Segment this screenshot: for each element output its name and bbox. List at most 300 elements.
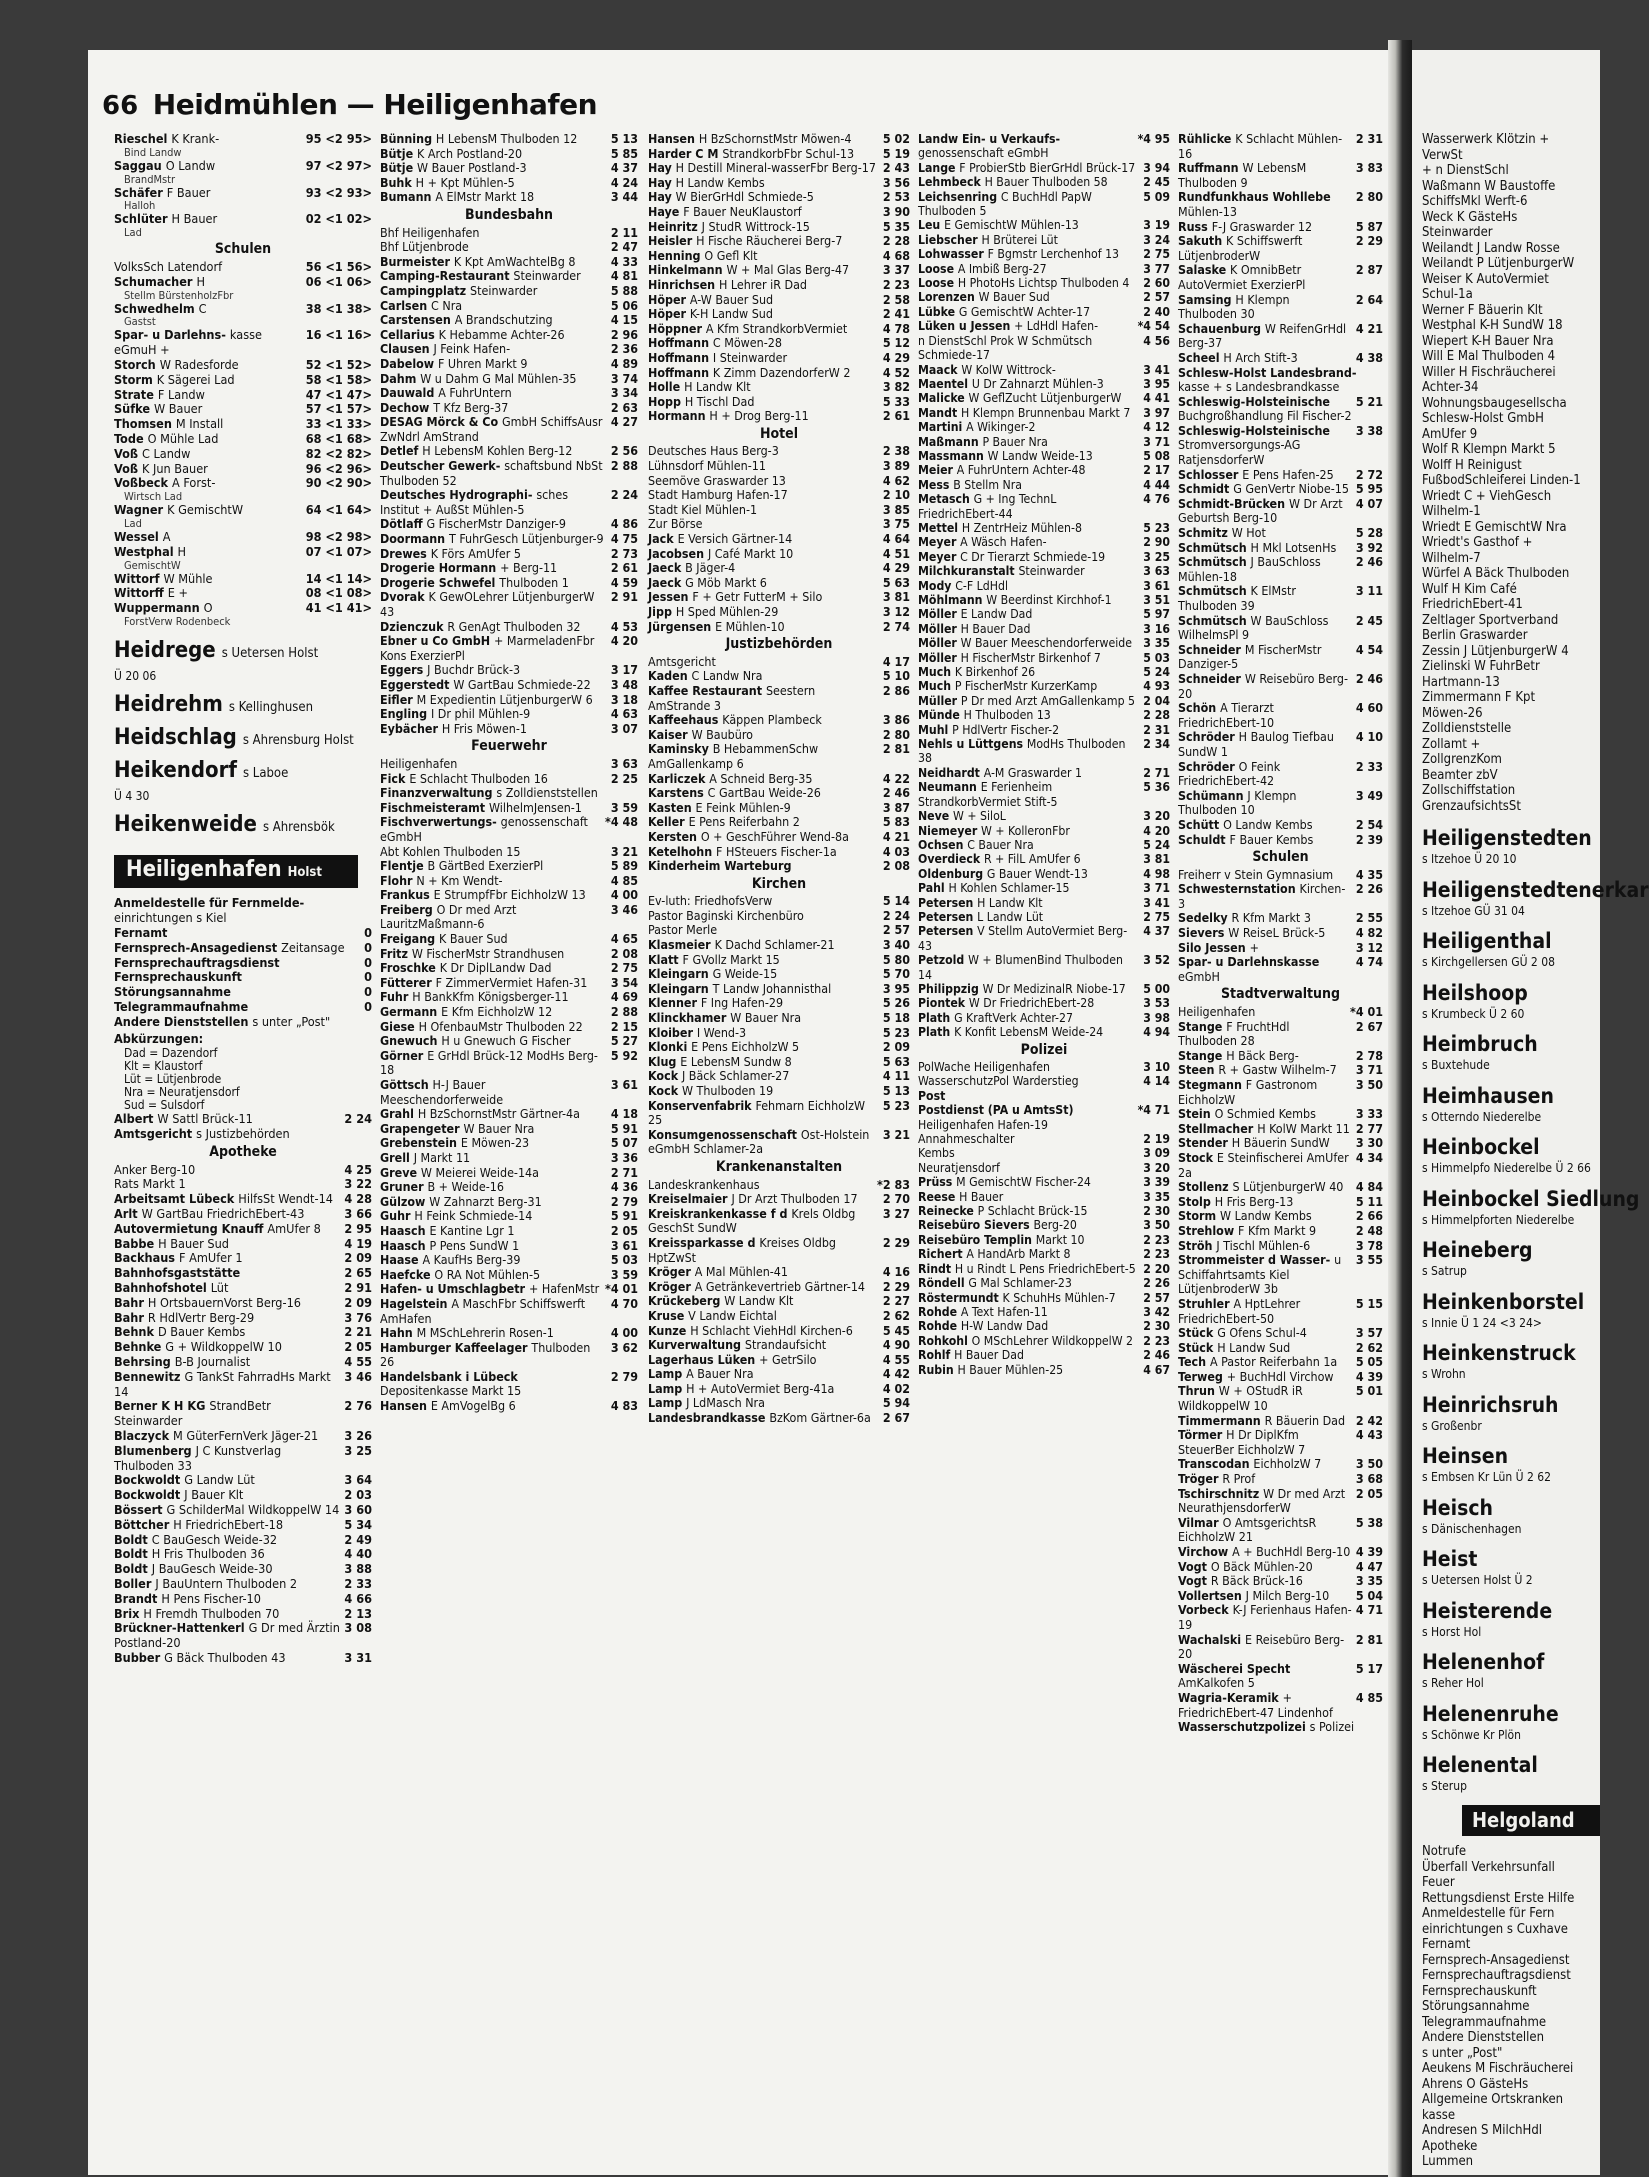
entry-line: SchiffsMkl Werft-6 [1422,194,1528,209]
entry-text [1178,293,1352,322]
directory-entry [1178,1633,1383,1662]
directory-entry [380,722,638,737]
entry-detail: Rats Markt 1 [114,1176,186,1192]
directory-entry [1178,760,1383,789]
entry-name: Müller [918,693,961,708]
entry-name: Autovermietung Knauff [114,1220,268,1236]
entry-detail: B Jäger-4 [685,560,736,576]
entry-text [648,1396,879,1411]
entry-text [648,1265,879,1280]
entry-name: Brandt [114,1590,162,1606]
entry-phone: 4 27 [610,414,638,430]
entry-detail: Steinwarder [1018,564,1085,579]
entry-phone: 3 75 [882,516,910,532]
town-name: Heimhausen [1422,1083,1554,1108]
entry-phone: 4 29 [882,349,910,365]
directory-entry [918,737,1170,766]
entry-detail: Fehmarn EichholzW 25 [648,1097,865,1128]
entry-text [380,590,607,619]
entry-detail: J Tischl Mühlen-6 [1216,1237,1311,1253]
town-name: Heiligenthal [1422,929,1552,953]
directory-entry [918,1060,1170,1074]
entry-name: Freiberg [380,901,437,917]
entry-detail: O Mühle Lad [147,430,219,446]
entry-text [114,476,302,491]
entry-name: Schütt [1178,816,1224,832]
entry-line: Weilandt J Landw Rosse [1422,240,1560,256]
entry-text [918,233,1139,247]
section-heading: Krankenanstalten [715,1158,843,1175]
entry-detail: VolksSch Latendorf [114,258,223,274]
entry-detail: H Brüterei Lüt [981,232,1058,247]
entry-name: Dahm [380,370,421,386]
entry-name: Scheel [1178,349,1224,365]
entry-detail: A Wikinger-2 [966,420,1036,435]
entry-text [918,1011,1139,1025]
entry-text [918,1074,1139,1088]
entry-name: Liebscher [918,232,982,247]
directory-entry [114,1112,372,1127]
entry-phone: 2 09 [882,1039,910,1055]
entry-text [380,147,607,162]
entry-name: Neidhardt [918,765,984,780]
directory-entry [918,679,1170,693]
entry-name: Buhk [380,174,416,190]
entry-name: Post [918,1088,946,1103]
entry-text [114,956,360,971]
entry-line: Allgemeine Ortskranken [1422,2092,1564,2107]
entry-phone: 2 08 [610,945,638,961]
entry-phone: 5 15 [1355,1295,1383,1311]
entry-text [918,665,1139,679]
entry-text [918,809,1139,823]
entry-detail: E Kfm EichholzW 12 [441,1004,553,1020]
entry-line: Willer H Fischräucherei [1422,364,1556,380]
directory-entry [918,276,1170,290]
entry-phone: 3 55 [1355,1252,1383,1268]
entry-phone: 2 36 [610,341,638,357]
entry-detail: K OmnibBetr AutoVermiet ExerzierPl [1178,262,1306,292]
abbreviation: Sud = Sulsdorf [124,1098,205,1113]
entry-subline: Gastst [124,315,156,329]
entry-text [1178,366,1383,395]
entry-phone: 5 88 [610,282,638,298]
entry-detail: W Reisebüro Berg-20 [1178,670,1348,701]
entry-line: Wulf H Kim Café [1422,581,1517,597]
entry-name: Niemeyer [918,823,982,838]
directory-entry [918,838,1170,852]
entry-text [114,1325,340,1340]
directory-entry [648,307,910,322]
entry-name: Mess [918,477,954,492]
entry-name: Schauenburg [1178,320,1265,336]
directory-entry [918,953,1170,982]
entry-line: Notrufe [1422,1844,1467,1859]
directory-entry [114,530,372,545]
entry-text [648,1207,879,1236]
entry-text [648,953,879,968]
directory-entry [1178,1428,1383,1457]
entry-detail: genossenschaft eGmbH [380,814,588,844]
entry-name: Schäfer [114,184,167,200]
entry-detail: H Fremdh Thulboden 70 [143,1605,280,1621]
entry-phone: 0 [364,924,372,940]
entry-detail: J BauUntern Thulboden 2 [155,1575,298,1591]
entry-name: Schmütsch [1178,554,1251,570]
directory-entry [648,1367,910,1382]
entry-text [380,190,607,205]
entry-name: Holle [648,379,685,395]
entry-text [380,1166,607,1181]
entry-line: FußbodSchleiferei Linden-1 [1422,473,1581,488]
entry-detail: Depositenkasse Markt 15 [380,1383,522,1399]
entry-text [648,176,879,191]
entry-text [380,845,607,860]
entry-phone: 3 30 [1355,1135,1383,1151]
entry-text [1178,1603,1352,1632]
directory-entry [380,620,638,635]
entry-text [114,1503,340,1518]
directory-entry [1178,911,1383,926]
entry-name: Fernsprechauskunft [114,969,242,985]
entry-text [648,1353,879,1368]
entry-detail: J Feink Hafen- [433,341,511,357]
entry-line: Westphal K-H SundW 18 [1422,318,1563,333]
entry-text [380,415,607,444]
entry-phone: 3 59 [610,799,638,815]
entry-name: Hay [648,189,676,205]
entry-detail: K GemischtW [167,502,244,518]
town-name: Heisch [1422,1495,1493,1520]
entry-text [648,713,879,728]
directory-entry [1178,1224,1383,1239]
entry-phone: 2 67 [882,1410,910,1426]
directory-entry [1178,818,1383,833]
entry-text [648,742,879,771]
directory-entry [380,859,638,874]
entry-phone: 3 63 [1143,564,1170,579]
entry-phone: 4 71 [1355,1602,1383,1618]
entry-detail: J Bauer Klt [184,1487,244,1503]
entry-phone: 3 95 [882,980,910,996]
entry-phone: 4 38 [1355,349,1383,365]
entry-text [380,990,607,1005]
entry-detail: J Milch Berg-10 [1245,1587,1330,1603]
entry-phone: 16 <1 16> [305,327,372,343]
entry-phone: 3 34 [610,385,638,401]
entry-name: Hay [648,174,676,190]
entry-text [380,1049,607,1078]
entry-phone: 3 07 [610,720,638,736]
entry-phone: 2 38 [882,443,910,459]
section-heading: Schulen [1252,849,1309,866]
directory-entry [114,132,372,147]
entry-name: Thomsen [114,416,176,432]
entry-detail: A-M Graswarder 1 [983,765,1082,780]
directory-entry [918,593,1170,607]
entry-text [380,386,607,401]
directory-entry [114,1251,372,1266]
directory-entry [380,757,638,772]
entry-phone: 3 46 [344,1368,372,1384]
entry-detail: G Mal Schlamer-23 [968,1276,1072,1291]
directory-entry [648,1069,910,1084]
entry-text [1178,1195,1352,1210]
directory-entry [380,990,638,1005]
directory-entry [380,786,638,801]
directory-entry [114,388,372,403]
entry-name: Heinritz [648,218,702,234]
entry-name: Frankus [380,887,434,903]
entry-name: Salaske [1178,262,1231,278]
entry-detail: Kirchen-3 [1178,881,1346,911]
entry-text [1178,1297,1352,1326]
entry-phone: 2 64 [1355,291,1383,307]
directory-entry [918,1103,1170,1132]
entry-detail: O Landw Kembs [1223,816,1313,832]
entry-detail: W u Dahm G Mal Mühlen-35 [420,370,577,386]
entry-text [918,1262,1139,1276]
entry-phone: 5 36 [1143,780,1170,795]
section-heading: Bundesbahn [464,206,554,223]
entry-phone: 4 65 [610,931,638,947]
entry-phone: 5 19 [882,145,910,161]
entry-detail: G SchilderMal WildkoppelW 14 [166,1502,340,1517]
entry-phone: 2 65 [344,1265,372,1281]
entry-phone: 2 24 [610,487,638,503]
entry-name: Flentje [380,858,428,874]
entry-detail: H Landw Klt [977,895,1043,910]
entry-text [918,780,1139,809]
entry-name: Jacobsen [648,545,708,561]
entry-text [114,302,302,317]
entry-phone: 2 45 [1143,175,1170,190]
entry-name: Russ [1178,218,1212,234]
entry-phone: 3 18 [610,691,638,707]
entry-detail: H Tischl Dad [684,393,755,409]
entry-text [380,1005,607,1020]
entry-text [648,532,879,547]
entry-detail: + LdHdl Hafen- [1014,319,1099,334]
directory-entry [380,517,638,532]
directory-entry [114,956,372,971]
directory-entry [1178,190,1383,219]
entry-phone: 95 <2 95> [305,131,372,146]
entry-detail: eGmbH [1178,968,1220,984]
directory-entry [648,830,910,845]
entry-phone: 3 63 [610,755,638,771]
entry-detail: H + Drog Berg-11 [709,408,809,424]
directory-entry [648,859,910,874]
entry-text [918,766,1139,780]
entry-name: Loose [918,261,958,276]
entry-line: Fernsprechauftragsdienst [1422,1968,1571,1983]
entry-name: Jack [648,531,678,547]
entry-text [918,305,1139,319]
directory-entry [918,910,1170,924]
entry-phone: 4 53 [610,618,638,634]
entry-detail: AmUfer 8 [267,1220,321,1236]
directory-entry [1178,833,1383,848]
entry-name: Fernsprechauftragsdienst [114,954,280,970]
entry-name: Röndell [918,1276,969,1291]
entry-phone: 4 54 [1355,641,1383,657]
entry-phone: 2 49 [344,1531,372,1547]
entry-text [648,655,879,670]
entry-text [380,815,601,844]
entry-text [380,859,607,874]
entry-detail: W ReifenGrHdl Berg-37 [1178,320,1347,351]
directory-entry [648,205,910,220]
entry-name: Münde [918,708,964,723]
entry-phone: 3 24 [1143,232,1170,247]
entry-phone: 4 84 [1355,1179,1383,1195]
entry-name: Hafen- u Umschlagbetr [380,1281,529,1297]
entry-detail: H BankKfm Königsberger-11 [412,989,569,1005]
entry-detail: G TankSt FahrradHs Markt 14 [114,1368,331,1399]
entry-line: kasse [1422,2107,1456,2123]
entry-name: Schmütsch [1178,583,1251,599]
entry-detail: H Landw Sud [1217,1339,1291,1355]
entry-phone: 4 28 [344,1191,372,1207]
entry-phone: 2 79 [610,1193,638,1209]
entry-detail: Krels Oldbg GeschSt SundW [648,1205,856,1236]
entry-subline: Lad [124,226,142,240]
entry-text [648,444,879,459]
section-heading: Feuerwehr [471,738,547,755]
entry-subline: ForstVerw Rodenbeck [124,614,231,628]
entry-detail: B + Weide-16 [427,1179,504,1195]
entry-text [380,488,607,517]
entry-detail: A FuhrUntern [438,385,512,401]
entry-detail: F Bauer Kembs [1229,831,1314,847]
entry-detail: O MSchLehrer WildkoppelW 2 [971,1333,1134,1348]
column-1 [114,132,372,1666]
entry-text [918,924,1139,953]
directory-entry [1178,234,1383,263]
entry-text [918,1175,1139,1189]
directory-entry [918,463,1170,477]
entry-phone: 2 55 [1355,910,1383,926]
directory-entry [648,1265,910,1280]
directory-entry [918,881,1170,895]
entry-text [380,255,607,270]
directory-entry [114,601,372,616]
directory-entry [1178,882,1383,911]
entry-name: Thrun [1178,1383,1219,1399]
entry-phone: 2 81 [882,741,910,757]
directory-entry [648,1411,910,1426]
entry-phone: 4 83 [610,1398,638,1414]
entry-phone: 4 63 [610,706,638,722]
entry-name: Krückeberg [648,1293,725,1309]
directory-entry [380,459,638,488]
entry-detail: J Markt 11 [413,1149,471,1165]
entry-detail: Seemöve Graswarder 13 [648,472,786,488]
entry-detail: Buchgroßhandlung Fil Fischer-2 [1178,408,1352,424]
entry-phone: 3 54 [610,974,638,990]
town-name: Heidrehm [114,691,223,717]
entry-text [918,996,1139,1010]
directory-entry [1178,1209,1383,1224]
entry-text [1178,1545,1352,1560]
entry-text [648,336,879,351]
entry-text [648,830,879,845]
entry-phone: 5 91 [610,1208,638,1224]
entry-text [114,462,302,477]
entry-line: AmUfer 9 [1422,426,1478,442]
directory-entry [648,517,910,532]
directory-entry [648,938,910,953]
entry-name: Kröger [648,1278,695,1294]
directory-entry [648,909,910,924]
directory-entry [114,328,372,358]
entry-text [918,290,1139,304]
entry-detail: H Fris Berg-13 [1214,1193,1294,1209]
directory-entry [648,1396,910,1411]
entry-name: Kock [648,1083,682,1098]
entry-name: Klenner [648,995,701,1011]
directory-entry [918,780,1170,809]
entry-phone: 82 <2 82> [305,445,372,461]
entry-phone: 4 18 [610,1106,638,1122]
entry-text [918,636,1139,650]
directory-entry [380,845,638,860]
page-title: Heidmühlen — Heiligenhafen [152,88,598,121]
entry-phone: 07 <1 07> [305,543,372,559]
entry-name: Arbeitsamt Lübeck [114,1191,239,1207]
entry-phone: 2 91 [610,589,638,605]
entry-name: Konservenfabrik [648,1097,756,1113]
entry-text [648,1040,879,1055]
directory-entry [918,1218,1170,1232]
entry-phone: 2 91 [344,1280,372,1296]
entry-name: Vogt [1178,1558,1211,1574]
entry-name: Loose [918,276,958,291]
directory-entry [1178,1414,1383,1429]
entry-detail: W GartBau Schmiede-22 [453,676,591,692]
entry-text [380,707,607,722]
entry-detail: Abt Kohlen Thulboden 15 [380,843,521,859]
entry-line: Andresen S MilchHdl [1422,2123,1543,2138]
entry-text [114,402,302,417]
entry-phone: 3 16 [1143,621,1170,636]
entry-text [648,132,879,147]
entry-phone: *4 48 [605,814,638,830]
entry-detail: Freiherr v Stein Gymnasium [1178,866,1334,882]
directory-entry [1178,1603,1383,1632]
entry-name: Neve [918,809,954,824]
entry-phone: 4 16 [882,1264,910,1280]
entry-text [648,234,879,249]
entry-detail: K Jun Bauer [141,460,208,476]
entry-detail: A Bauer Nra [686,1366,754,1382]
directory-entry [918,1334,1170,1348]
entry-text [1178,526,1352,541]
directory-entry [648,982,910,997]
entry-line: s unter „Post" [1422,2045,1503,2061]
town-detail: s Kellinghusen [228,699,314,715]
entry-name: Petersen [918,895,978,910]
entry-detail: W Dr Arzt Geburtsh Berg-10 [1178,495,1343,526]
entry-text [918,1060,1139,1074]
directory-entry [114,1503,372,1518]
entry-text [918,1190,1139,1204]
entry-text [380,693,607,708]
entry-phone: 3 52 [1143,953,1170,968]
entry-name: Petersen [918,909,978,924]
entry-phone: 5 10 [882,668,910,684]
